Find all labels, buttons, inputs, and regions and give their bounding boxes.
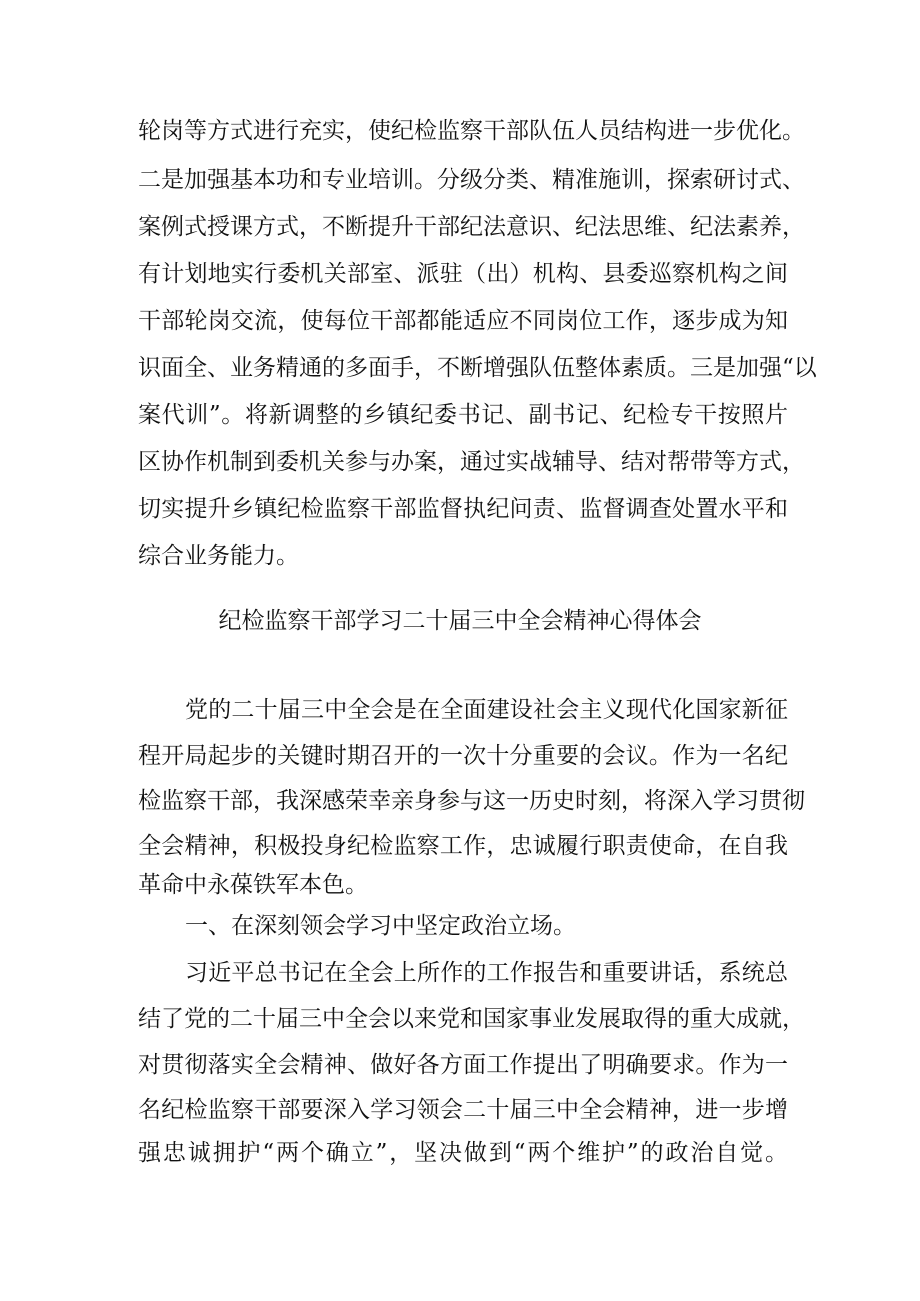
paragraph-line: 强忠诚拥护“两个确立”，坚决做到“两个维护”的政治自觉。 <box>138 1140 788 1166</box>
paragraph-line: 二是加强基本功和专业培训。分级分类、精准施训，探索研讨式、 <box>138 167 805 193</box>
paragraph-line: 对贯彻落实全会精神、做好各方面工作提出了明确要求。作为一 <box>138 1052 788 1078</box>
paragraph-line: 程开局起步的关键时期召开的一次十分重要的会议。作为一名纪 <box>138 743 788 769</box>
paragraph-line: 习近平总书记在全会上所作的工作报告和重要讲话，系统总 <box>185 960 788 986</box>
paragraph-line: 名纪检监察干部要深入学习领会二十届三中全会精神，进一步增 <box>138 1097 788 1123</box>
paragraph-line: 识面全、业务精通的多面手，不断增强队伍整体素质。三是加强“以 <box>138 355 817 381</box>
paragraph-line: 区协作机制到委机关参与办案，通过实战辅导、结对帮带等方式， <box>138 449 805 475</box>
paragraph-line: 综合业务能力。 <box>138 543 299 569</box>
paragraph-line: 检监察干部，我深感荣幸亲身参与这一历史时刻，将深入学习贯彻 <box>138 788 805 814</box>
paragraph-line: 有计划地实行委机关部室、派驻（出）机构、县委巡察机构之间 <box>138 261 788 287</box>
paragraph-line: 结了党的二十届三中全会以来党和国家事业发展取得的重大成就， <box>138 1006 805 1032</box>
paragraph-line: 革命中永葆铁军本色。 <box>138 872 368 898</box>
paragraph-line: 案代训”。将新调整的乡镇纪委书记、副书记、纪检专干按照片 <box>138 402 788 428</box>
paragraph-line: 干部轮岗交流，使每位干部都能适应不同岗位工作，逐步成为知 <box>138 308 788 334</box>
article-title: 纪检监察干部学习二十届三中全会精神心得体会 <box>218 608 702 634</box>
section-heading: 一、在深刻领会学习中坚定政治立场。 <box>185 913 576 939</box>
paragraph-line: 党的二十届三中全会是在全面建设社会主义现代化国家新征 <box>185 697 788 723</box>
paragraph-line: 轮岗等方式进行充实，使纪检监察干部队伍人员结构进一步优化。 <box>138 118 805 144</box>
paragraph-line: 切实提升乡镇纪检监察干部监督执纪问责、监督调查处置水平和 <box>138 496 788 522</box>
paragraph-line: 案例式授课方式，不断提升干部纪法意识、纪法思维、纪法素养， <box>138 214 805 240</box>
paragraph-line: 全会精神，积极投身纪检监察工作，忠诚履行职责使命，在自我 <box>138 833 788 859</box>
